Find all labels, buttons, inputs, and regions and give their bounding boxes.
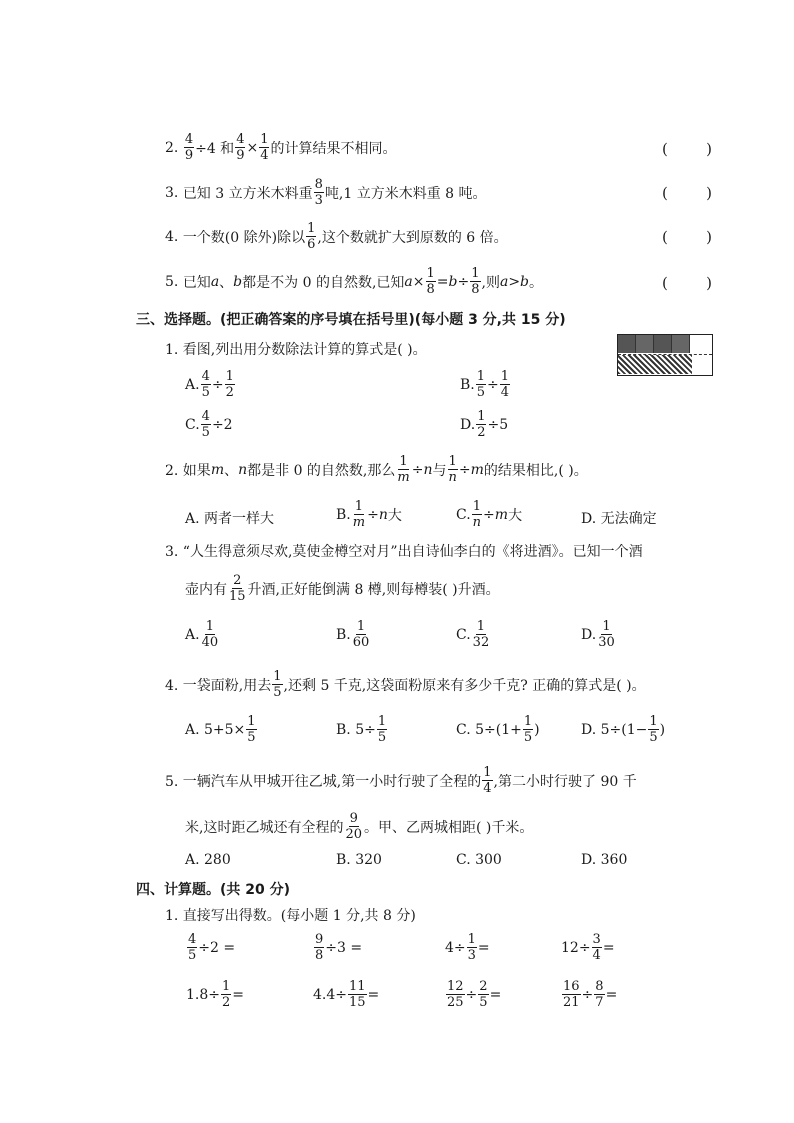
fraction: $\frac{1}{8}$ [471,266,480,297]
choice-q2-c[interactable]: C. $\frac{1}{n}$ ÷ m 大 [456,499,523,530]
choice-q5-d[interactable]: D. 360 [581,852,628,868]
fraction: $\frac{8}{3}$ [314,177,323,208]
calc-e4[interactable]: 12÷ $\frac{3}{4}$ = [561,932,615,963]
choice-q5-c[interactable]: C. 300 [456,852,502,868]
choice-q4-a[interactable]: A. 5+5× $\frac{1}{5}$ [185,714,256,745]
fraction: $\frac{1}{8}$ [426,266,435,297]
choice-q4-b[interactable]: B. 5÷ $\frac{1}{5}$ [336,714,387,745]
choice-q1-stem: 1. 看图,列出用分数除法计算的算式是( )。 [165,342,427,358]
choice-q2-d[interactable]: D. 无法确定 [581,511,657,527]
choice-q2-b[interactable]: B. $\frac{1}{m}$ ÷ n 大 [336,499,402,530]
answer-bracket[interactable]: ( ) [662,228,712,246]
choice-q2-a[interactable]: A. 两者一样大 [185,511,275,527]
fraction: $\frac{1}{4}$ [260,132,269,163]
choice-q2-stem: 2. 如果 m 、 n 都是非 0 的自然数,那么 $\frac{1}{m}$ ÷ n 与 $\frac{1}{n}$ ÷ m 的结果相比,( )。 [165,454,588,485]
choice-q3-a[interactable]: A. $\frac{1}{40}$ [185,619,219,650]
choice-q3-b[interactable]: B. $\frac{1}{60}$ [336,619,370,650]
answer-bracket[interactable]: ( ) [662,274,712,292]
choice-q5-line1: 5. 一辆汽车从甲城开往乙城,第一小时行驶了全程的 $\frac{1}{4}$ ,第二小时行驶了 90 千 [165,765,637,796]
question-number: 2. [165,139,179,156]
calc-e6[interactable]: 4.4÷ $\frac{11}{15}$ = [313,979,380,1010]
answer-bracket[interactable]: ( ) [662,140,712,158]
hatched-area [618,355,692,374]
fraction: $\frac{1}{6}$ [307,221,316,252]
judge-q3: 3. 已知 3 立方米木料重 $\frac{8}{3}$ 吨,1 立方米木料重 8 吨。 [165,177,487,208]
calc-e5[interactable]: 1.8÷ $\frac{1}{2}$ = [186,979,245,1010]
section-4-title: 四、计算题。(共 20 分) [136,882,291,898]
calc-sub1-title: 1. 直接写出得数。(每小题 1 分,共 8 分) [165,908,416,924]
section-3-title: 三、选择题。(把正确答案的序号填在括号里)(每小题 3 分,共 15 分) [136,312,566,328]
choice-q1-c[interactable]: C. $\frac{4}{5}$ ÷2 [185,409,233,440]
calc-e3[interactable]: 4÷ $\frac{1}{3}$ = [445,932,490,963]
fraction-figure [617,334,713,376]
calc-e8[interactable]: $\frac{16}{21}$ ÷ $\frac{8}{7}$ = [563,979,618,1010]
calc-e1[interactable]: $\frac{4}{5}$ ÷2 = [188,932,236,963]
choice-q5-a[interactable]: A. 280 [185,852,231,868]
choice-q5-line2: 米,这时距乙城还有全程的 $\frac{9}{20}$ 。甲、乙两城相距( )千米。 [185,811,534,842]
fraction: $\frac{4}{9}$ [236,132,245,163]
choice-q1-a[interactable]: A. $\frac{4}{5}$ ÷ $\frac{1}{2}$ [185,369,234,400]
choice-q1-d[interactable]: D. $\frac{1}{2}$ ÷5 [460,409,509,440]
choice-q3-d[interactable]: D. $\frac{1}{30}$ [581,619,615,650]
judge-q4: 4. 一个数(0 除外)除以 $\frac{1}{6}$ ,这个数就扩大到原数的 6 倍。 [165,221,508,252]
judge-q2: 2. $\frac{4}{9}$ ÷4 和 $\frac{4}{9}$ × $\frac{1}{4}$ 的计算结果不相同。 [165,132,397,163]
choice-q3-c[interactable]: C. $\frac{1}{32}$ [456,619,490,650]
answer-bracket[interactable]: ( ) [662,184,712,202]
choice-q4-stem: 4. 一袋面粉,用去 $\frac{1}{5}$ ,还剩 5 千克,这袋面粉原来有多少千克? 正确的算式是( )。 [165,669,646,700]
choice-q4-c[interactable]: C. 5÷(1+ $\frac{1}{5}$ ) [456,714,540,745]
choice-q1-b[interactable]: B. $\frac{1}{5}$ ÷ $\frac{1}{4}$ [460,369,510,400]
calc-e7[interactable]: $\frac{12}{25}$ ÷ $\frac{2}{5}$ = [447,979,502,1010]
fraction: $\frac{4}{9}$ [184,132,194,163]
choice-q5-b[interactable]: B. 320 [336,852,382,868]
choice-q3-line2: 壶内有 $\frac{2}{15}$ 升酒,正好能倒满 8 樽,则每樽装( )升酒。 [185,573,500,604]
judge-q5: 5. 已知 a 、 b 都是不为 0 的自然数,已知 a × $\frac{1}{8}$ = b ÷ $\frac{1}{8}$ ,则 a > b 。 [165,266,544,297]
calc-e2[interactable]: $\frac{9}{8}$ ÷3 = [315,932,363,963]
choice-q3-line1: 3. “人生得意须尽欢,莫使金樽空对月”出自诗仙李白的《将进酒》。已知一个酒 [165,544,643,560]
choice-q4-d[interactable]: D. 5÷(1− $\frac{1}{5}$ ) [581,714,666,745]
